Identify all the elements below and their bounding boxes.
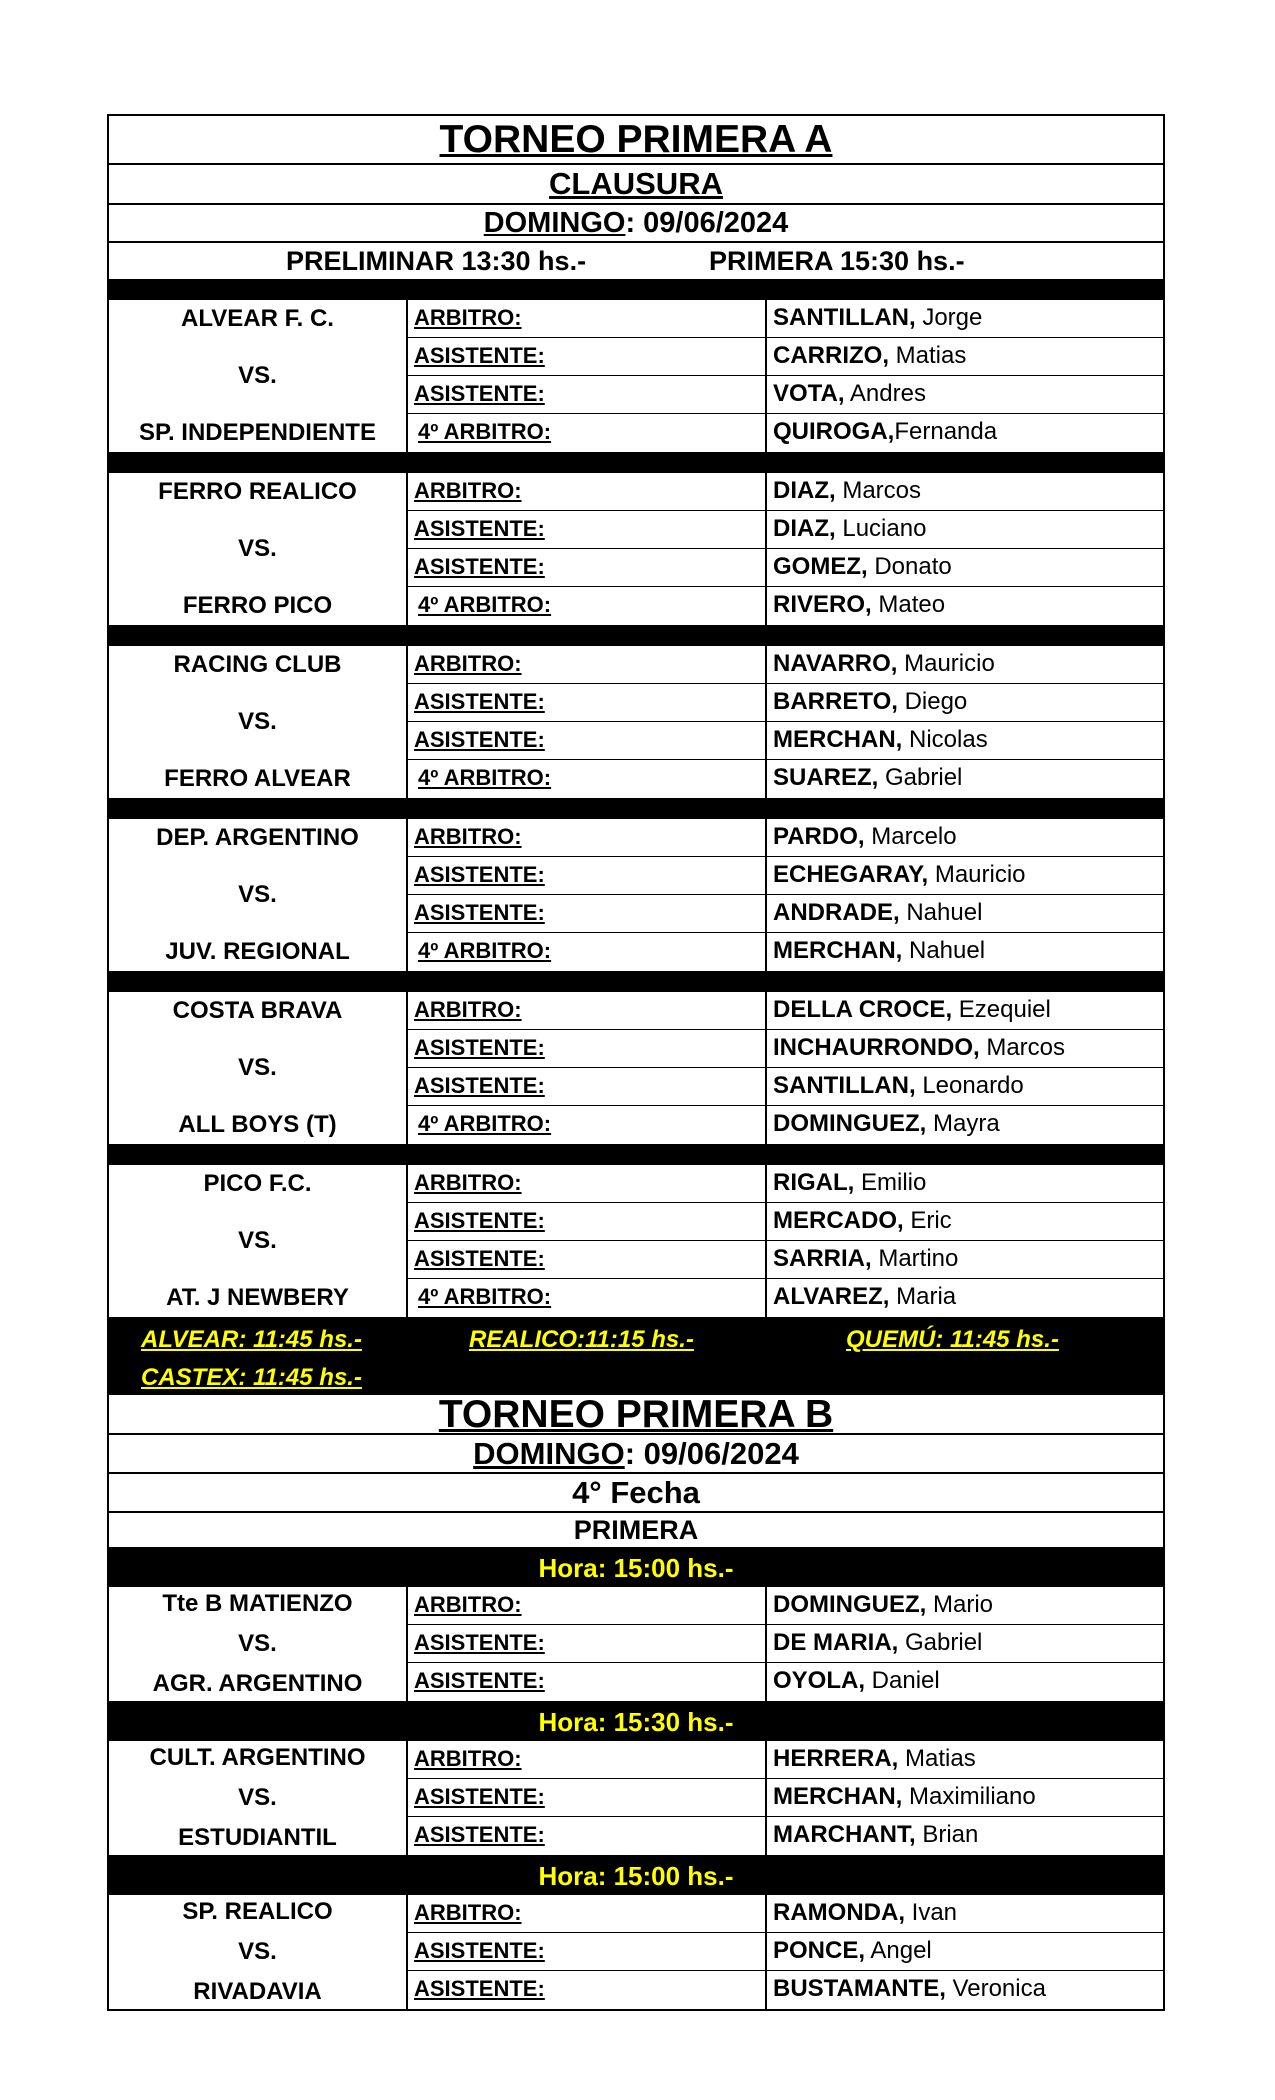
- names-cell: [767, 1895, 1163, 2009]
- black-separator: [109, 627, 1163, 646]
- official-last-name: MERCHAN,: [773, 726, 903, 753]
- official-role: ARBITRO:: [408, 1587, 765, 1625]
- away-team: AT. J NEWBERY: [166, 1284, 349, 1311]
- official-name: [767, 300, 1163, 338]
- official-name: [767, 1933, 1163, 1971]
- official-name: [767, 1817, 1163, 1855]
- official-name: [767, 473, 1163, 511]
- official-name: [767, 414, 1163, 452]
- official-first-name: Matias: [889, 342, 967, 369]
- date-row-b: [109, 1435, 1163, 1474]
- official-role: 4º ARBITRO:: [418, 419, 552, 444]
- away-team: JUV. REGIONAL: [165, 938, 350, 965]
- time-alvear: ALVEAR: 11:45 hs.-: [141, 1326, 362, 1353]
- official-first-name: Marcos: [835, 477, 922, 504]
- official-first-name: Veronica: [945, 1975, 1046, 2002]
- official-role: ARBITRO:: [408, 646, 765, 684]
- official-first-name: Nahuel: [899, 899, 983, 926]
- official-last-name: DE MARIA,: [773, 1629, 899, 1656]
- official-name: [767, 376, 1163, 414]
- official-role: ASISTENTE:: [414, 1976, 545, 2001]
- official-name: [767, 1625, 1163, 1663]
- teams-cell: [109, 300, 408, 452]
- names-cell: [767, 300, 1163, 452]
- match-block: [109, 300, 1163, 454]
- roles-cell: [408, 646, 767, 798]
- names-cell: [767, 1741, 1163, 1855]
- time-castex: CASTEX: 11:45 hs.-: [141, 1364, 362, 1391]
- official-role: ASISTENTE:: [408, 1203, 765, 1241]
- official-first-name: Marcelo: [864, 823, 957, 850]
- vs-label: VS.: [238, 881, 277, 908]
- official-first-name: Brian: [915, 1821, 979, 1848]
- official-role: ARBITRO:: [408, 1895, 765, 1933]
- official-name: [767, 338, 1163, 376]
- roles-cell: [408, 1587, 767, 1701]
- black-separator: [109, 454, 1163, 473]
- official-name: [767, 1241, 1163, 1279]
- home-team: SP. REALICO: [182, 1898, 333, 1925]
- official-name: [767, 1165, 1163, 1203]
- match-block: [109, 473, 1163, 627]
- date-label: DOMINGO: [483, 207, 626, 239]
- official-last-name: MERCHAN,: [773, 1783, 903, 1810]
- home-team: PICO F.C.: [203, 1170, 312, 1197]
- black-separator: [109, 281, 1163, 300]
- official-role: ASISTENTE:: [408, 1625, 765, 1663]
- official-role: ASISTENTE:: [408, 684, 765, 722]
- official-name: [767, 819, 1163, 857]
- official-role: ARBITRO:: [408, 1741, 765, 1779]
- match-block: [109, 646, 1163, 800]
- official-name: [767, 895, 1163, 933]
- teams-cell: [109, 646, 408, 798]
- away-team: SP. INDEPENDIENTE: [139, 419, 376, 446]
- roles-cell: [408, 473, 767, 625]
- official-role: ASISTENTE:: [408, 549, 765, 587]
- official-last-name: DIAZ,: [773, 477, 836, 504]
- official-first-name: Mauricio: [928, 861, 1026, 888]
- preliminar-times-band: [109, 1319, 1163, 1395]
- official-first-name: Donato: [867, 553, 952, 580]
- official-first-name: Emilio: [854, 1169, 927, 1196]
- official-first-name: Eric: [903, 1207, 952, 1234]
- official-first-name: Andres: [844, 380, 926, 407]
- official-last-name: RIVERO,: [773, 591, 872, 618]
- official-role: ARBITRO:: [408, 300, 765, 338]
- official-name: [767, 992, 1163, 1030]
- roles-cell: [408, 992, 767, 1144]
- official-name: [767, 1971, 1163, 2009]
- names-cell: [767, 819, 1163, 971]
- official-name: [767, 760, 1163, 798]
- away-team: RIVADAVIA: [193, 1978, 322, 2005]
- official-first-name: Nicolas: [902, 726, 988, 753]
- official-role: ASISTENTE:: [408, 1933, 765, 1971]
- home-team: RACING CLUB: [173, 651, 342, 678]
- official-name: [767, 549, 1163, 587]
- official-last-name: RIGAL,: [773, 1169, 855, 1196]
- subtitle-clausura: [109, 165, 1163, 205]
- teams-cell: [109, 992, 408, 1144]
- official-first-name: Maria: [889, 1283, 957, 1310]
- away-team: ALL BOYS (T): [178, 1111, 337, 1138]
- vs-label: VS.: [238, 535, 277, 562]
- official-name: [767, 1663, 1163, 1701]
- official-last-name: QUIROGA,: [773, 418, 895, 445]
- official-last-name: MARCHANT,: [773, 1821, 916, 1848]
- official-first-name: Marcos: [979, 1034, 1066, 1061]
- date-row-a: [109, 205, 1163, 243]
- official-name: [767, 646, 1163, 684]
- black-separator: [109, 1146, 1163, 1165]
- official-role: ARBITRO:: [408, 1165, 765, 1203]
- names-cell: [767, 992, 1163, 1144]
- official-last-name: DOMINGUEZ,: [773, 1110, 927, 1137]
- kickoff-time: Hora: 15:00 hs.-: [109, 1857, 1163, 1895]
- home-team: Tte B MATIENZO: [162, 1590, 353, 1617]
- official-last-name: NAVARRO,: [773, 650, 898, 677]
- official-first-name: Angel: [865, 1937, 932, 1964]
- home-team: DEP. ARGENTINO: [156, 824, 359, 851]
- official-name: [767, 1279, 1163, 1317]
- official-first-name: Gabriel: [898, 1629, 983, 1656]
- kickoff-time: Hora: 15:00 hs.-: [109, 1549, 1163, 1587]
- teams-cell: [109, 473, 408, 625]
- match-block: [109, 1587, 1163, 1703]
- match-block: [109, 1165, 1163, 1319]
- home-team: FERRO REALICO: [158, 478, 357, 505]
- official-name: [767, 1030, 1163, 1068]
- official-name: [767, 511, 1163, 549]
- official-last-name: DELLA CROCE,: [773, 996, 953, 1023]
- preliminar-time: PRELIMINAR 13:30 hs.-: [286, 246, 587, 276]
- official-last-name: DOMINGUEZ,: [773, 1591, 927, 1618]
- division-row: [109, 1513, 1163, 1549]
- away-team: FERRO ALVEAR: [164, 765, 351, 792]
- vs-label: VS.: [238, 708, 277, 735]
- official-last-name: INCHAURRONDO,: [773, 1034, 980, 1061]
- match-block: [109, 992, 1163, 1146]
- primera-b-matches: [109, 1549, 1163, 2009]
- official-last-name: ECHEGARAY,: [773, 861, 929, 888]
- official-name: [767, 933, 1163, 971]
- home-team: CULT. ARGENTINO: [149, 1744, 366, 1771]
- roles-cell: [408, 819, 767, 971]
- schedule-row: [109, 243, 1163, 281]
- primera-time: PRIMERA 15:30 hs.-: [709, 246, 965, 276]
- official-role: ASISTENTE:: [408, 1068, 765, 1106]
- official-role: ASISTENTE:: [408, 338, 765, 376]
- official-last-name: ALVAREZ,: [773, 1283, 890, 1310]
- official-last-name: ANDRADE,: [773, 899, 900, 926]
- official-last-name: DIAZ,: [773, 515, 836, 542]
- official-first-name: Mario: [926, 1591, 994, 1618]
- roles-cell: [408, 1165, 767, 1317]
- official-last-name: MERCADO,: [773, 1207, 904, 1234]
- teams-cell: [109, 1587, 408, 1701]
- official-name: [767, 1106, 1163, 1144]
- teams-cell: [109, 819, 408, 971]
- official-last-name: SUAREZ,: [773, 764, 879, 791]
- official-last-name: SARRIA,: [773, 1245, 872, 1272]
- official-name: [767, 1779, 1163, 1817]
- official-role: ASISTENTE:: [414, 1822, 545, 1847]
- away-team: FERRO PICO: [182, 592, 333, 619]
- official-last-name: PONCE,: [773, 1937, 866, 1964]
- official-last-name: RAMONDA,: [773, 1899, 905, 1926]
- official-role: 4º ARBITRO:: [418, 765, 552, 790]
- official-last-name: SANTILLAN,: [773, 1072, 916, 1099]
- official-name: [767, 1587, 1163, 1625]
- official-role: ASISTENTE:: [408, 895, 765, 933]
- official-first-name: Luciano: [835, 515, 927, 542]
- teams-cell: [109, 1741, 408, 1855]
- title-primera-a: [109, 116, 1163, 165]
- official-last-name: CARRIZO,: [773, 342, 889, 369]
- official-first-name: Matias: [898, 1745, 976, 1772]
- official-last-name: HERRERA,: [773, 1745, 899, 1772]
- official-name: [767, 684, 1163, 722]
- official-last-name: BARRETO,: [773, 688, 898, 715]
- away-team: AGR. ARGENTINO: [152, 1670, 363, 1697]
- date-label-b: DOMINGO: [473, 1436, 625, 1471]
- teams-cell: [109, 1895, 408, 2009]
- official-role: 4º ARBITRO:: [418, 1284, 552, 1309]
- official-role: ASISTENTE:: [408, 722, 765, 760]
- official-first-name: Mauricio: [897, 650, 995, 677]
- vs-label: VS.: [238, 362, 277, 389]
- home-team: ALVEAR F. C.: [181, 305, 334, 332]
- official-role: ASISTENTE:: [408, 511, 765, 549]
- fecha-row: [109, 1474, 1163, 1513]
- names-cell: [767, 473, 1163, 625]
- title-primera-b-text: TORNEO PRIMERA B: [438, 1393, 834, 1436]
- official-first-name: Fernanda: [894, 418, 998, 445]
- division-text: PRIMERA: [573, 1515, 699, 1545]
- black-separator: [109, 800, 1163, 819]
- official-first-name: Maximiliano: [902, 1783, 1036, 1810]
- time-realico: REALICO:11:15 hs.-: [469, 1326, 694, 1353]
- roles-cell: [408, 1741, 767, 1855]
- official-role: ASISTENTE:: [408, 1030, 765, 1068]
- official-name: [767, 1741, 1163, 1779]
- fixture-sheet: [107, 114, 1165, 2011]
- vs-label: VS.: [238, 1227, 277, 1254]
- official-role: 4º ARBITRO:: [418, 938, 552, 963]
- official-last-name: PARDO,: [773, 823, 865, 850]
- fecha-text: 4° Fecha: [572, 1475, 700, 1510]
- vs-label: VS.: [238, 1630, 277, 1657]
- official-first-name: Martino: [871, 1245, 959, 1272]
- official-first-name: Gabriel: [878, 764, 963, 791]
- official-role: ARBITRO:: [408, 473, 765, 511]
- date-value-b: : 09/06/2024: [624, 1436, 799, 1471]
- kickoff-time: Hora: 15:30 hs.-: [109, 1703, 1163, 1741]
- match-block: [109, 1741, 1163, 1857]
- official-first-name: Mateo: [871, 591, 946, 618]
- official-first-name: Mayra: [926, 1110, 1000, 1137]
- official-first-name: Ivan: [905, 1899, 958, 1926]
- official-first-name: Ezequiel: [952, 996, 1051, 1023]
- match-block: [109, 1895, 1163, 2009]
- official-last-name: VOTA,: [773, 380, 845, 407]
- time-quemu: QUEMÚ: 11:45 hs.-: [846, 1326, 1059, 1353]
- official-role: ASISTENTE:: [414, 1668, 545, 1693]
- official-first-name: Leonardo: [915, 1072, 1024, 1099]
- official-first-name: Daniel: [865, 1667, 940, 1694]
- official-first-name: Jorge: [915, 304, 983, 331]
- primera-a-matches: [109, 281, 1163, 1319]
- official-name: [767, 1203, 1163, 1241]
- official-role: ASISTENTE:: [408, 1779, 765, 1817]
- match-block: [109, 819, 1163, 973]
- roles-cell: [408, 1895, 767, 2009]
- official-first-name: Nahuel: [902, 937, 986, 964]
- official-role: ARBITRO:: [408, 819, 765, 857]
- vs-label: VS.: [238, 1784, 277, 1811]
- date-value: : 09/06/2024: [625, 207, 789, 239]
- official-first-name: Diego: [897, 688, 968, 715]
- official-role: 4º ARBITRO:: [418, 592, 552, 617]
- official-role: ASISTENTE:: [408, 857, 765, 895]
- official-role: ASISTENTE:: [408, 376, 765, 414]
- home-team: COSTA BRAVA: [172, 997, 343, 1024]
- black-separator: [109, 973, 1163, 992]
- official-last-name: MERCHAN,: [773, 937, 903, 964]
- official-name: [767, 587, 1163, 625]
- vs-label: VS.: [238, 1938, 277, 1965]
- roles-cell: [408, 300, 767, 452]
- away-team: ESTUDIANTIL: [178, 1824, 337, 1851]
- subtitle-text: CLAUSURA: [549, 166, 723, 201]
- official-last-name: BUSTAMANTE,: [773, 1975, 946, 2002]
- official-last-name: SANTILLAN,: [773, 304, 916, 331]
- official-role: ARBITRO:: [408, 992, 765, 1030]
- names-cell: [767, 1165, 1163, 1317]
- official-name: [767, 1895, 1163, 1933]
- title-primera-a-text: TORNEO PRIMERA A: [439, 118, 833, 161]
- official-role: ASISTENTE:: [408, 1241, 765, 1279]
- names-cell: [767, 646, 1163, 798]
- official-last-name: OYOLA,: [773, 1667, 866, 1694]
- official-name: [767, 857, 1163, 895]
- teams-cell: [109, 1165, 408, 1317]
- names-cell: [767, 1587, 1163, 1701]
- official-name: [767, 722, 1163, 760]
- official-name: [767, 1068, 1163, 1106]
- vs-label: VS.: [238, 1054, 277, 1081]
- official-role: 4º ARBITRO:: [418, 1111, 552, 1136]
- official-last-name: GOMEZ,: [773, 553, 868, 580]
- title-primera-b: [109, 1395, 1163, 1435]
